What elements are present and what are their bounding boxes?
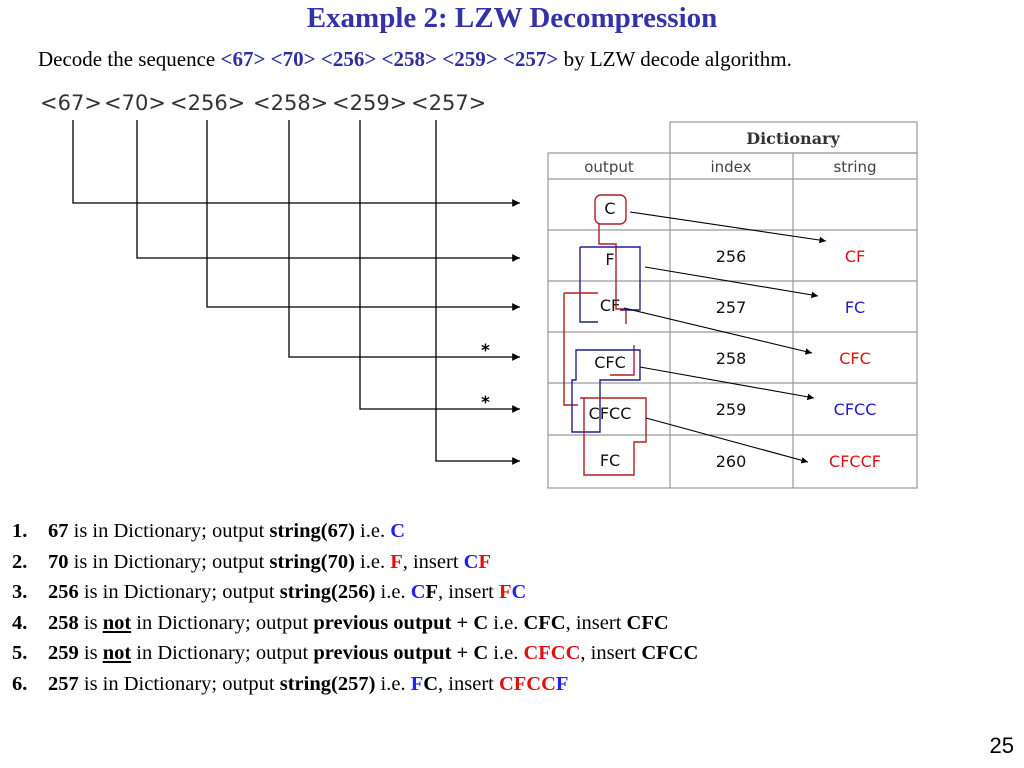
step-ie: i.e.: [375, 672, 411, 695]
star-mark-259: *: [481, 393, 490, 413]
step-function: previous output + C: [313, 642, 489, 665]
index-cell-2: 257: [715, 298, 747, 317]
step-number: 1.: [12, 520, 28, 542]
slide-title: Example 2: LZW Decompression: [306, 2, 718, 34]
index-cell-5: 260: [715, 452, 747, 471]
step-2: [12, 547, 698, 578]
step-ie: i.e.: [354, 520, 391, 542]
string-cell-4: CFCC: [833, 400, 877, 419]
string-cell-3: CFC: [839, 349, 871, 368]
step-output-part: F: [410, 672, 424, 695]
step-code: 259: [48, 642, 79, 665]
step-output: CFC: [523, 611, 566, 634]
connector-line-3: [289, 120, 520, 357]
step-not: not: [102, 611, 132, 634]
column-header-index: index: [710, 158, 752, 176]
step-insert-label: , insert: [565, 611, 627, 634]
step-4: [12, 608, 698, 639]
step-ie: i.e.: [375, 581, 411, 604]
step-output-part: C: [423, 672, 439, 695]
step-code: 67: [48, 520, 69, 542]
step-output-part: C: [410, 581, 426, 604]
output-cell-5: FC: [599, 451, 621, 470]
step-insert-label: , insert: [438, 581, 499, 604]
connector-line-5: [436, 120, 520, 461]
step-insert-part: F: [498, 581, 512, 604]
step-code: 257: [48, 672, 79, 695]
step-insert-part: CFC: [626, 611, 669, 634]
step-6: [12, 669, 698, 700]
page-number: 25: [989, 733, 1014, 758]
column-header-string: string: [833, 158, 877, 176]
step-insert-part: CFCC: [498, 672, 556, 695]
step-function: string(257): [279, 672, 376, 695]
step-text: is in Dictionary; output: [68, 520, 270, 542]
step-code: 70: [48, 550, 69, 573]
index-cell-1: 256: [715, 247, 747, 266]
subtitle-suffix: by LZW decode algorithm.: [558, 47, 792, 71]
step-insert-part: F: [555, 672, 569, 695]
step-insert-part: CFCC: [641, 642, 699, 665]
steps-list: [12, 516, 698, 700]
step-text: in Dictionary; output: [131, 611, 314, 634]
step-text: is in Dictionary; output: [78, 672, 280, 695]
step-insert-label: , insert: [438, 672, 499, 695]
step-ie: i.e.: [488, 611, 524, 634]
output-cell-2: CF: [599, 296, 621, 315]
step-text: in Dictionary; output: [131, 642, 314, 665]
connector-line-0: [73, 120, 520, 203]
index-cell-3: 258: [715, 349, 747, 368]
step-number: 5.: [12, 642, 28, 665]
step-number: 6.: [12, 672, 28, 695]
step-is: is: [78, 642, 103, 665]
code-4: <259>: [332, 91, 408, 115]
connector-line-2: [207, 120, 520, 307]
step-insert-label: , insert: [402, 550, 464, 573]
string-cell-1: CF: [844, 247, 866, 266]
step-3: [12, 577, 698, 608]
step-5: [12, 638, 698, 669]
string-cell-5: CFCCF: [829, 452, 881, 471]
step-number: 2.: [12, 550, 28, 573]
step-output: C: [390, 520, 406, 542]
step-not: not: [102, 642, 132, 665]
connector-line-1: [137, 120, 520, 258]
step-insert-part: C: [463, 550, 479, 573]
star-mark-258: *: [481, 341, 490, 361]
output-cell-0: C: [604, 199, 616, 218]
step-1: [12, 516, 698, 547]
step-text: is in Dictionary; output: [78, 581, 280, 604]
subtitle-sequence: <67> <70> <256> <258> <259> <257>: [220, 47, 559, 71]
step-output: CFCC: [523, 642, 581, 665]
step-function: previous output + C: [313, 611, 489, 634]
step-output: F: [390, 550, 403, 573]
output-cell-4: CFCC: [588, 404, 632, 423]
index-cell-4: 259: [715, 400, 747, 419]
step-insert-part: C: [511, 581, 527, 604]
mapping-arrow-0: [630, 212, 826, 241]
step-number: 3.: [12, 581, 28, 604]
output-cell-3: CFC: [594, 353, 626, 372]
step-text: is in Dictionary; output: [68, 550, 270, 573]
code-3: <258>: [253, 91, 329, 115]
step-number: 4.: [12, 611, 28, 634]
table-header-dictionary: Dictionary: [746, 129, 840, 148]
subtitle-prefix: Decode the sequence: [38, 47, 221, 71]
code-1: <70>: [104, 91, 166, 115]
step-insert-label: , insert: [580, 642, 642, 665]
code-5: <257>: [411, 91, 487, 115]
step-function: string(70): [269, 550, 355, 573]
connector-line-4: [360, 120, 520, 409]
step-insert-part: F: [478, 550, 491, 573]
step-is: is: [78, 611, 103, 634]
step-function: string(67): [269, 520, 355, 542]
step-function: string(256): [279, 581, 376, 604]
code-0: <67>: [40, 91, 102, 115]
step-output-part: F: [425, 581, 439, 604]
column-header-output: output: [584, 158, 634, 176]
step-ie: i.e.: [354, 550, 391, 573]
step-ie: i.e.: [488, 642, 524, 665]
output-cell-1: F: [605, 250, 615, 269]
string-cell-2: FC: [844, 298, 866, 317]
code-2: <256>: [170, 91, 246, 115]
step-code: 258: [48, 611, 79, 634]
step-code: 256: [48, 581, 79, 604]
